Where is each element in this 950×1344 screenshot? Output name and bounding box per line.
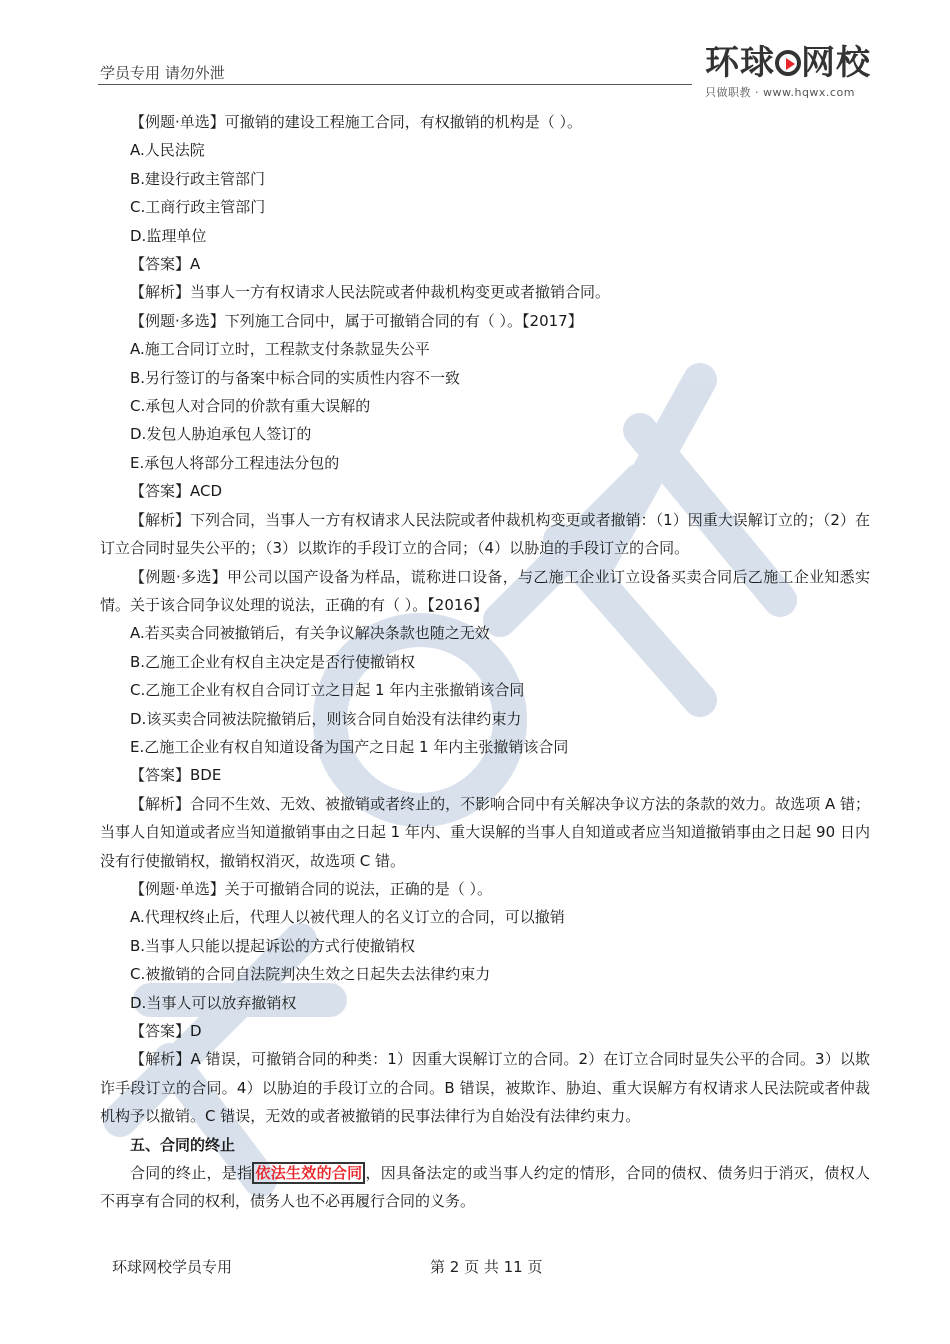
paragraph: 【答案】D	[130, 1022, 202, 1040]
answer-option: D.该买卖合同被法院撤销后，则该合同自始没有法律约束力	[130, 709, 522, 728]
answer-option: B.乙施工企业有权自主决定是否行使撤销权	[130, 652, 416, 671]
answer-option: A.若买卖合同被撤销后，有关争议解决条款也随之无效	[130, 624, 490, 643]
paragraph: 【解析】下列合同，当事人一方有权请求人民法院或者仲裁机构变更或者撤销：（1）因重大误解订立的；（2）在订立合同时显失公平的；（3）以欺诈的手段订立的合同；（4）以胁迫的手段订立的合同。	[100, 510, 870, 558]
footer-label: 环球网校学员专用	[112, 1258, 233, 1276]
answer-option: D.当事人可以放弃撤销权	[130, 993, 297, 1012]
section-heading: 五、合同的终止	[130, 1135, 236, 1154]
page-number: 第 2 页 共 11 页	[430, 1258, 543, 1276]
paragraph: 【答案】BDE	[130, 766, 222, 785]
answer-option: B.另行签订的与备案中标合同的实质性内容不一致	[130, 368, 461, 387]
answer-option: C.工商行政主管部门	[130, 198, 266, 217]
logo-text-a: 环球	[705, 43, 775, 83]
answer-option: A.代理权终止后，代理人以被代理人的名义订立的合同，可以撤销	[130, 908, 565, 927]
answer-option: C.乙施工企业有权自合同订立之日起 1 年内主张撤销该合同	[130, 681, 525, 700]
header-divider	[98, 84, 692, 85]
definition-lead: 合同的终止，是指	[130, 1164, 253, 1183]
answer-option: D.发包人胁迫承包人签订的	[130, 425, 312, 444]
answer-option: C.被撤销的合同自法院判决生效之日起失去法律约束力	[130, 965, 491, 984]
answer-option: A.人民法院	[130, 141, 205, 160]
answer-option: A.施工合同订立时，工程款支付条款显失公平	[130, 340, 430, 359]
logo-tagline: 只做职教 · www.hqwx.com	[705, 86, 855, 99]
paragraph: 【解析】当事人一方有权请求人民法院或者仲裁机构变更或者撤销合同。	[130, 283, 611, 302]
paragraph: 【例题·单选】可撤销的建设工程施工合同，有权撤销的机构是（ ）。	[130, 113, 583, 131]
paragraph-list	[100, 108, 870, 1159]
definition-rest: ，因具备法定的或当事人约定的情形，合同的债权、债务归于消灭，债权人不再享有合同的权利，债务人也不必再履行合同的义务。	[100, 1164, 870, 1211]
answer-option: E.乙施工企业有权自知道设备为国产之日起 1 年内主张撤销该合同	[130, 737, 569, 756]
header-note: 学员专用 请勿外泄	[100, 64, 225, 82]
answer-option: C.承包人对合同的价款有重大误解的	[130, 397, 371, 416]
paragraph: 【解析】合同不生效、无效、被撤销或者终止的，不影响合同中有关解决争议方法的条款的效力。故选项 A 错；当事人自知道或者应当知道撤销事由之日起 1 年内、重大误解的当事人自知道或者应当知道撤销事由之日起 90 日内没有行使撤销权，撤销权消灭，故选项 C 错。	[100, 794, 870, 870]
paragraph: 【例题·多选】下列施工合同中，属于可撤销合同的有（ ）。【2017】	[130, 311, 583, 330]
brand-logo	[705, 44, 875, 104]
paragraph: 【答案】A	[130, 255, 201, 274]
document-body	[100, 108, 870, 1216]
paragraph: 【例题·单选】关于可撤销合同的说法，正确的是（ ）。	[130, 879, 493, 898]
logo-text-b: 网校	[801, 43, 871, 83]
answer-option: E.承包人将部分工程违法分包的	[130, 453, 340, 472]
paragraph: 【答案】ACD	[130, 482, 223, 501]
paragraph: 【解析】A 错误，可撤销合同的种类：1）因重大误解订立的合同。2）在订立合同时显失公平的合同。3）以欺诈手段订立的合同。4）以胁迫的手段订立的合同。B 错误，被欺诈、胁迫、重大误解方有权请求人民法院或者仲裁机构予以撤销。C 错误，无效的或者被撤销的民事法律行为自始没有法律约束力。	[100, 1050, 870, 1126]
answer-option: B.当事人只能以提起诉讼的方式行使撤销权	[130, 936, 416, 955]
answer-option: D.监理单位	[130, 226, 207, 245]
answer-option: B.建设行政主管部门	[130, 169, 266, 188]
play-circle-icon	[775, 50, 801, 76]
termination-definition	[100, 1159, 870, 1216]
paragraph: 【例题·多选】甲公司以国产设备为样品，谎称进口设备，与乙施工企业订立设备买卖合同后乙施工企业知悉实情。关于该合同争议处理的说法，正确的有（ ）。【2016】	[100, 567, 870, 614]
highlighted-term: 依法生效的合同	[252, 1162, 365, 1184]
